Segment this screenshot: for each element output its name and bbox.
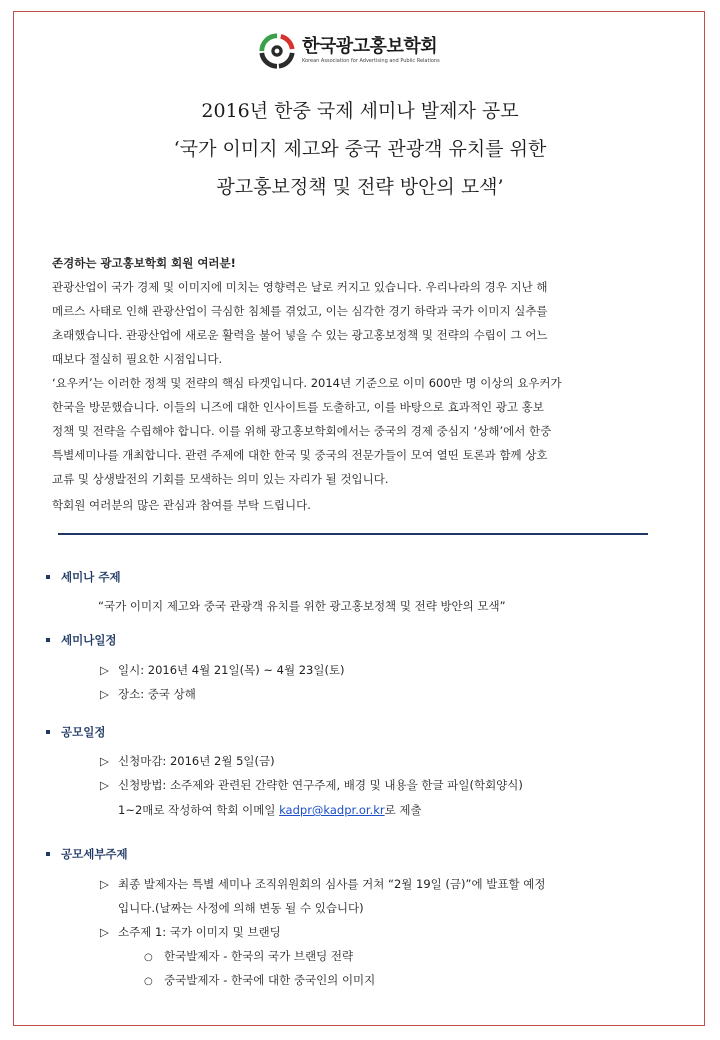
title-line-3: 광고홍보정책 및 전략 방안의 모색’ bbox=[216, 176, 504, 198]
intro-paragraph bbox=[52, 251, 662, 517]
section-title: 공모일정 bbox=[61, 725, 106, 739]
bullet-icon bbox=[46, 638, 50, 642]
intro-line: 교류 및 상생발전의 기회를 모색하는 의미 있는 자리가 될 것입니다. bbox=[52, 472, 389, 486]
title-line-2: ‘국가 이미지 제고와 중국 관광객 유치를 위한 bbox=[173, 138, 547, 160]
section-topic bbox=[46, 567, 121, 587]
schedule-place-text: 장소: 중국 상해 bbox=[118, 687, 196, 701]
subtopic-1-item-text: 중국발제자 - 한국에 대한 중국인의 이미지 bbox=[164, 973, 376, 987]
intro-line: 한국을 방문했습니다. 이들의 니즈에 대한 인사이트를 도출하고, 이를 바탕으로 효과적인 광고 홍보 bbox=[52, 400, 544, 414]
call-deadline-text: 신청마감: 2016년 2월 5일(금) bbox=[118, 754, 275, 768]
org-name-en: Korean Association for Advertising and Public Relations bbox=[302, 58, 440, 64]
subtopics-note-cont: 입니다.(날짜는 사정에 의해 변동 될 수 있습니다) bbox=[118, 901, 364, 915]
section-call bbox=[46, 722, 105, 742]
org-logo bbox=[258, 32, 440, 70]
circle-bullet-icon: ○ bbox=[144, 952, 153, 963]
call-method-cont bbox=[118, 802, 422, 818]
intro-line: 메르스 사태로 인해 관광산업이 극심한 침체를 겪었고, 이는 심각한 경기 하락과 국가 이미지 실추를 bbox=[52, 304, 548, 318]
subtopic-1-item-text: 한국발제자 - 한국의 국가 브랜딩 전략 bbox=[164, 949, 354, 963]
section-title: 세미나 주제 bbox=[61, 570, 121, 584]
arrow-icon: ▷ bbox=[100, 925, 109, 939]
intro-line: 정책 및 전략을 수립해야 합니다. 이를 위해 광고홍보학회에서는 중국의 경제 중심지 ‘상해’에서 한중 bbox=[52, 424, 552, 438]
section-divider bbox=[58, 533, 648, 535]
subtopic-1-item bbox=[144, 972, 375, 988]
closing-line: 학회원 여러분의 많은 관심과 참여를 부탁 드립니다. bbox=[52, 498, 311, 512]
subtopic-1-item bbox=[144, 948, 353, 964]
schedule-place bbox=[100, 686, 196, 702]
subtopic-1 bbox=[100, 924, 281, 940]
circle-bullet-icon: ○ bbox=[144, 976, 153, 987]
subtopics-note bbox=[100, 876, 545, 892]
section-schedule bbox=[46, 630, 117, 650]
intro-line: 관광산업이 국가 경제 및 이미지에 미치는 영향력은 날로 커지고 있습니다. 우리나라의 경우 지난 해 bbox=[52, 280, 548, 294]
section-subtopics bbox=[46, 844, 128, 864]
arrow-icon: ▷ bbox=[100, 687, 109, 701]
subtopic-1-title: 소주제 1: 국가 이미지 및 브랜딩 bbox=[118, 925, 281, 939]
bullet-icon bbox=[46, 575, 50, 579]
org-name: 한국광고홍보학회 bbox=[302, 36, 438, 57]
intro-line: 때보다 절실히 필요한 시점입니다. bbox=[52, 352, 223, 366]
arrow-icon: ▷ bbox=[100, 877, 109, 891]
call-deadline bbox=[100, 753, 275, 769]
schedule-date-text: 일시: 2016년 4월 21일(목) ~ 4월 23일(토) bbox=[118, 663, 345, 677]
arrow-icon: ▷ bbox=[100, 778, 109, 792]
title-line-1: 2016년 한중 국제 세미나 발제자 공모 bbox=[201, 100, 519, 122]
intro-line: 특별세미나를 개최합니다. 관련 주제에 대한 한국 및 중국의 전문가들이 모여 열띤 토론과 함께 상호 bbox=[52, 448, 548, 462]
intro-line: 초래했습니다. 관광산업에 새로운 활력을 불어 넣을 수 있는 광고홍보정책 및 전략의 수립이 그 어느 bbox=[52, 328, 548, 342]
call-method-cont-text: 1~2매로 작성하여 학회 이메일 bbox=[118, 803, 280, 817]
section-title: 공모세부주제 bbox=[61, 847, 128, 861]
bullet-icon bbox=[46, 852, 50, 856]
document-title bbox=[0, 92, 720, 206]
bullet-icon bbox=[46, 730, 50, 734]
topic-text: “국가 이미지 제고와 중국 관광객 유치를 위한 광고홍보정책 및 전략 방안의 모색” bbox=[98, 599, 506, 613]
intro-line: ‘요우커’는 이러한 정책 및 전략의 핵심 타겟입니다. 2014년 기준으로 이미 600만 명 이상의 요우커가 bbox=[52, 376, 562, 390]
org-emblem-icon bbox=[258, 32, 296, 70]
call-method-text: 신청방법: 소주제와 관련된 간략한 연구주제, 배경 및 내용을 한글 파일(학회양식) bbox=[118, 778, 523, 792]
schedule-date bbox=[100, 662, 345, 678]
email-link[interactable]: kadpr@kadpr.or.kr bbox=[279, 803, 385, 817]
call-method-suffix: 로 제출 bbox=[384, 803, 422, 817]
subtopics-note-text: 최종 발제자는 특별 세미나 조직위원회의 심사를 거쳐 “2월 19일 (금)”에 발표할 예정 bbox=[118, 877, 546, 891]
greeting: 존경하는 광고홍보학회 회원 여러분! bbox=[52, 256, 236, 270]
section-title: 세미나일정 bbox=[61, 633, 117, 647]
arrow-icon: ▷ bbox=[100, 663, 109, 677]
arrow-icon: ▷ bbox=[100, 754, 109, 768]
call-method bbox=[100, 777, 523, 793]
